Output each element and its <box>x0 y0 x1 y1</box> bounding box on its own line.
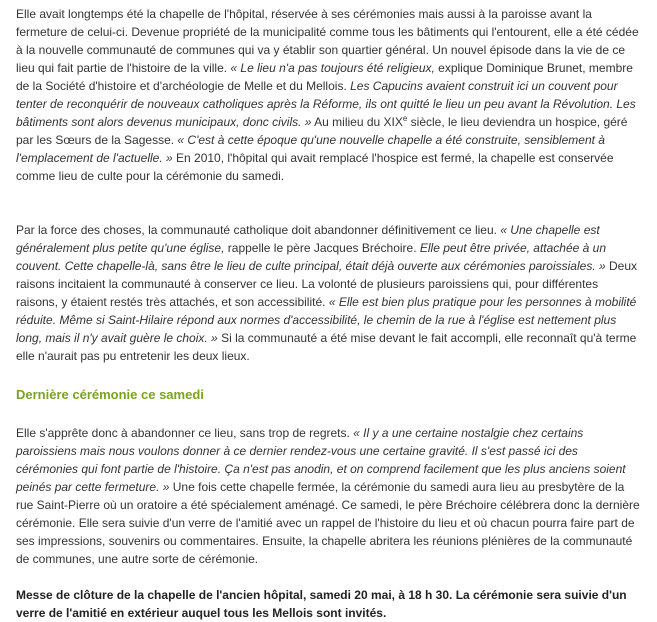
quote-text: Les Capucins avaient construit ici un couvent pour tenter de reconquérir de nouveaux catholiques après la Réforme, ils ont quitté le lieu un peu avant la Révolution. Les bâtiments sont alors devenus municipaux, donc civils. » <box>16 79 636 129</box>
quote-text: Elle peut être privée, attachée à un couvent. Cette chapelle-là, sans être le lieu de culte principal, était déjà ouverte aux cérémonies paroissiales. » <box>16 241 607 273</box>
paragraph-community <box>16 221 642 365</box>
quote-text: « Elle est bien plus pratique pour les personnes à mobilité réduite. Même si Saint-Hilaire répond aux normes d'accessibilité, le chemin de la rue à l'église est nettement plus long, mais il n'y avait guère le choix. » <box>16 295 637 345</box>
body-text: Par la force des choses, la communauté catholique doit abandonner définitivement ce lieu. <box>16 223 501 237</box>
body-text: Elle avait longtemps été la chapelle de l'hôpital, réservée à ses cérémonies mais aussi à la paroisse avant la fermeture de celui-ci. Devenue propriété de la municipalité comme tous les bâtiments qui l'entourent, elle a été cédée à la nouvelle communauté de communes qui va y établir son quartier général. Un nouvel épisode dans la vie de ce lieu qui fait partie de l'histoire de la ville. <box>16 7 639 75</box>
body-text: Si la communauté a été mise devant le fait accompli, elle reconnaît qu'à terme elle n'aurait pas pu entretenir les deux lieux. <box>16 331 637 363</box>
quote-text: « Le lieu n'a pas toujours été religieux, <box>230 61 435 75</box>
body-text: siècle, le lieu deviendra un hospice, géré par les Sœurs de la Sagesse. <box>16 115 628 147</box>
section-heading: Dernière cérémonie ce samedi <box>16 387 204 402</box>
body-text: rappelle le père Jacques Bréchoire. <box>224 241 420 255</box>
body-text: Une fois cette chapelle fermée, la cérémonie du samedi aura lieu au presbytère de la rue Saint-Pierre où un oratoire a été spécialement aménagé. Ce samedi, le père Bréchoire célébrera donc la dernière cérémonie. Elle sera suivie d'un verre de l'amitié avec un rappel de l'histoire du lieu et où chacun pourra faire part de ses impressions, souvenirs ou commentaires. Ensuite, la chapelle abritera les réunions plénières de la communauté de communes, une autre sorte de cérémonie. <box>16 480 640 566</box>
paragraph-last-ceremony <box>16 424 642 568</box>
closing-announcement: Messe de clôture de la chapelle de l'ancien hôpital, samedi 20 mai, à 18 h 30. La cérémonie sera suivie d'un verre de l'amitié en extérieur auquel tous les Mellois sont invités. <box>16 588 627 620</box>
body-text: Deux raisons incitaient la communauté à conserver ce lieu. La volonté de plusieurs paroissiens qui, pour différentes raisons, y étaient restés très attachés, et son accessibilité. <box>16 259 638 309</box>
body-text: Au milieu du XIX <box>311 115 403 129</box>
body-text: En 2010, l'hôpital qui avait remplacé l'hospice est fermé, la chapelle est conservée comme lieu de culte pour la cérémonie du samedi. <box>16 151 614 183</box>
quote-text: « Il y a une certaine nostalgie chez certains paroissiens mais nous voulons donner à ce dernier rendez-vous une certaine gravité. Il s'est passé ici des cérémonies qui font partie de l'histoire. Ça n'est pas anodin, et on comprend facilement que les plus anciens soient peinés par cette fermeture. » <box>16 426 626 494</box>
paragraph-history <box>16 5 642 185</box>
quote-text: « C'est à cette époque qu'une nouvelle chapelle a été construite, sensiblement à l'emplacement de l'actuelle. » <box>16 133 605 165</box>
body-text: Elle s'apprête donc à abandonner ce lieu, sans trop de regrets. <box>16 426 354 440</box>
body-text: e <box>402 114 408 123</box>
body-text: explique Dominique Brunet, membre de la Société d'histoire et d'archéologie de Melle et du Mellois. <box>16 61 633 93</box>
quote-text: « Une chapelle est généralement plus petite qu'une église, <box>16 223 600 255</box>
